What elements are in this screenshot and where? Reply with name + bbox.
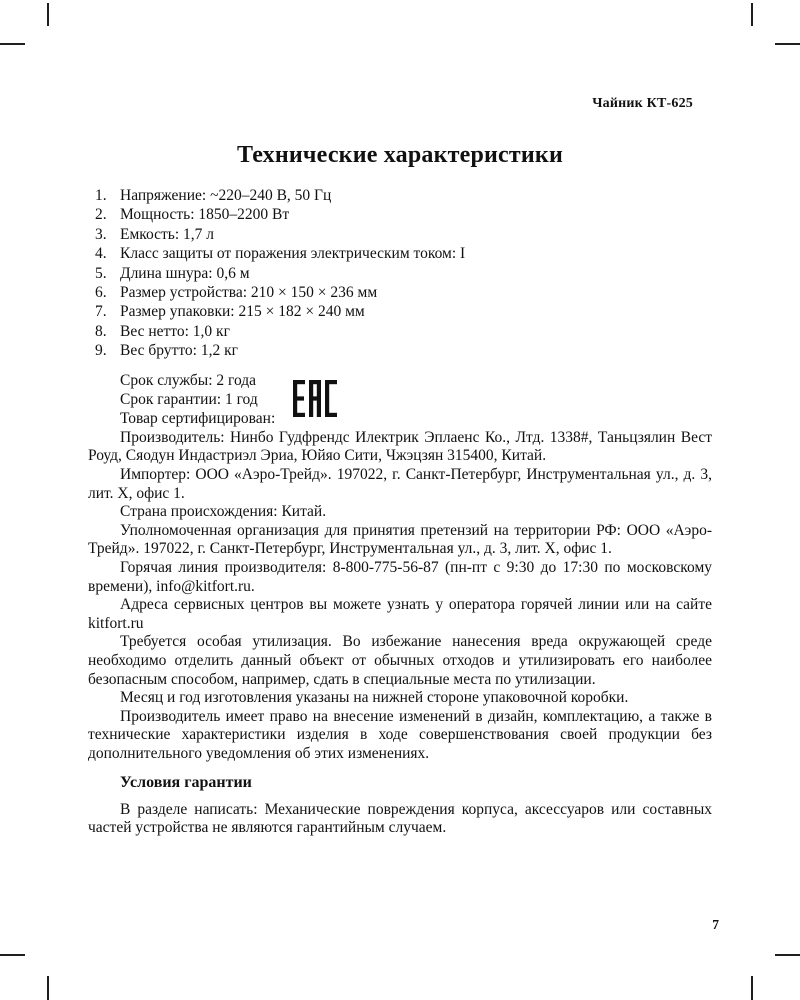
country-of-origin-paragraph: Страна происхождения: Китай. — [120, 503, 327, 521]
crop-mark-top-right-vertical — [751, 3, 753, 26]
spec-item — [88, 283, 712, 302]
page-number: 7 — [712, 917, 719, 932]
spec-item — [88, 322, 712, 341]
spec-item — [88, 302, 712, 321]
spec-number: 9. — [95, 342, 107, 360]
spec-text: Напряжение: ~220–240 В, 50 Гц — [120, 187, 332, 204]
spec-text: Емкость: 1,7 л — [120, 225, 215, 243]
spec-text: Длина шнура: 0,6 м — [120, 264, 250, 282]
importer-paragraph: Импортер: ООО «Аэро-Трейд». 197022, г. Санкт-Петербург, Инструментальная ул., д. 3, лит. X, офис 1. — [88, 466, 712, 502]
crop-mark-bottom-left-horizontal — [0, 954, 25, 956]
spec-item — [88, 225, 712, 244]
spec-number: 6. — [95, 284, 107, 302]
page-title: Технические характеристики — [237, 142, 563, 168]
authorized-org-paragraph: Уполномоченная организация для принятия претензий на территории РФ: ООО «Аэро-Трейд». 197022, г. Санкт-Петербург, Инструментальная ул., д. 3, лит. X, офис 1. — [88, 521, 712, 558]
crop-mark-bottom-right-horizontal — [775, 954, 800, 956]
eac-certification-mark-icon — [293, 380, 337, 417]
service-info-block — [88, 371, 712, 429]
body-paragraphs — [88, 429, 712, 764]
spec-number: 1. — [95, 187, 107, 204]
crop-mark-bottom-left-vertical — [47, 976, 49, 1000]
spec-text: Класс защиты от поражения электрическим током: I — [120, 245, 466, 263]
running-header: Чайник КТ-625 — [592, 96, 693, 111]
spec-number: 7. — [95, 303, 107, 321]
spec-text: Размер устройства: 210 × 150 × 236 мм — [120, 284, 378, 302]
crop-mark-top-left-horizontal — [0, 43, 25, 45]
spec-text: Размер упаковки: 215 × 182 × 240 мм — [120, 303, 365, 321]
spec-text: Вес брутто: 1,2 кг — [120, 342, 238, 360]
service-centers-paragraph: Адреса сервисных центров вы можете узнать у оператора горячей линии или на сайте kitfort.ru — [88, 596, 712, 632]
recycling-paragraph: Требуется особая утилизация. Во избежание нанесения вреда окружающей среде необходимо отделить данный объект от обычных отходов и утилизировать его наиболее безопасным способом, например, сдать в специальные места по утилизации. — [88, 633, 712, 688]
spec-item — [88, 205, 712, 224]
spec-number: 5. — [95, 264, 107, 282]
spec-number: 3. — [95, 225, 107, 243]
crop-mark-bottom-right-vertical — [751, 976, 753, 1000]
spec-list — [88, 186, 712, 361]
crop-mark-top-right-horizontal — [775, 43, 800, 45]
warranty-period-line: Срок гарантии: 1 год — [120, 391, 258, 409]
spec-item — [88, 186, 712, 205]
crop-mark-top-left-vertical — [47, 3, 49, 26]
certified-line: Товар сертифицирован: — [120, 410, 276, 428]
warranty-terms-heading: Условия гарантии — [120, 773, 252, 791]
spec-number: 2. — [95, 206, 107, 224]
spec-number: 8. — [95, 322, 107, 340]
hotline-paragraph: Горячая линия производителя: 8-800-775-56-87 (пн-пт с 9:30 до 17:30 по московскому времени), info@kitfort.ru. — [88, 559, 712, 595]
spec-item — [88, 341, 712, 360]
spec-text: Мощность: 1850–2200 Вт — [120, 206, 290, 224]
design-changes-paragraph: Производитель имеет право на внесение изменений в дизайн, комплектацию, а также в технические характеристики изделия в ходе совершенствования своей продукции без дополнительного уведомления об этих изменениях. — [88, 707, 712, 762]
spec-number: 4. — [95, 245, 107, 263]
spec-item — [88, 264, 712, 283]
page-content — [88, 142, 712, 838]
spec-text: Вес нетто: 1,0 кг — [120, 322, 230, 340]
manufacture-date-paragraph: Месяц и год изготовления указаны на нижней стороне упаковочной коробки. — [120, 689, 629, 707]
spec-item — [88, 244, 712, 263]
manufacturer-paragraph: Производитель: Нинбо Гудфрендс Илектрик Эплаенс Ко., Лтд. 1338#, Таньцзялин Вест Роуд, Сяодун Индастриэл Эриа, Юйяо Сити, Чжэцзян 315400, Китай. — [88, 428, 712, 465]
service-life-line: Срок службы: 2 года — [120, 371, 257, 389]
warranty-terms-paragraph: В разделе написать: Механические повреждения корпуса, аксессуаров или составных частей устройства не являются гарантийным случаем. — [88, 800, 712, 837]
